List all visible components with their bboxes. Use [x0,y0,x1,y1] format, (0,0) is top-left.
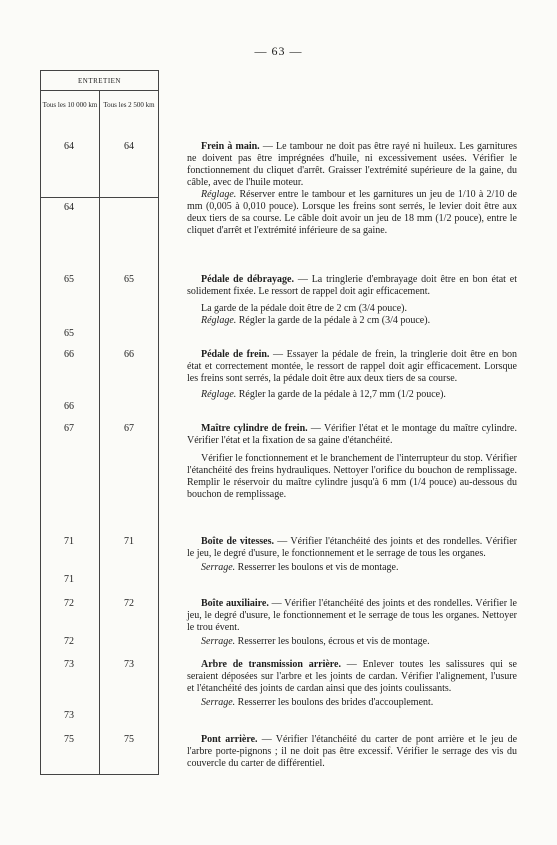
serrage-text: Resserrer les boulons, écrous et vis de montage. [235,636,430,647]
section-maitre-cylindre [187,423,517,501]
reglage-text: Régler la garde de la pédale à 12,7 mm (1/2 pouce). [236,389,446,400]
km-10000-cell: 65 [64,328,74,339]
section-text: — Enlever toutes les salissures qui se seraient déposées sur l'arbre et les joints de cardan. Vérifier l'alignement, l'usure et l'étanchéité des joints de cardan ainsi que des joints coulissants. [187,659,518,694]
serrage-text: Resserrer les boulons et vis de montage. [235,562,399,573]
section-text: — Le tambour ne doit pas être rayé ni huileux. Les garnitures ne doivent pas être imprégnées d'huile, ni excessivement usées. Vérifier le fonctionnement du cliquet d'arrêt. Graisser l'extrémité supérieure de la gaine, du câble, avec de l'huile moteur. [187,141,517,188]
km-2500-cell: 72 [124,598,134,609]
section-pedale-debrayage [187,274,517,327]
km-10000-cell: 75 [64,734,74,745]
km-2500-cell: 75 [124,734,134,745]
serrage-label: Serrage. [201,562,236,573]
section-title: Boîte auxiliaire. [201,598,269,609]
section-text: — Vérifier l'étanchéité des joints et des rondelles. Vérifier le jeu, le degré d'usure, le fonctionnement et le serrage de tous les organes. Nettoyer le trou évent. [187,598,517,633]
section-title: Arbre de transmission arrière. [201,659,342,670]
section-title: Pédale de débrayage. [201,274,294,285]
serrage-label: Serrage. [201,697,236,708]
table-title: ENTRETIEN [78,77,121,85]
column-header-2500km: Tous les 2 500 km [103,101,155,109]
section-text: — Vérifier l'étanchéité du carter de pont arrière et le jeu de l'arbre porte-pignons ; il ne doit pas être excessif. Vérifier le serrage des vis du couvercle du carter de différentiel. [187,734,518,769]
km-2500-cell: 64 [124,141,134,152]
reglage-text: Régler la garde de la pédale à 2 cm (3/4 pouce). [236,315,431,326]
km-2500-cell: 71 [124,536,134,547]
column-header-10000km: Tous les 10 000 km [42,101,98,109]
section-arbre-transmission [187,659,517,709]
section-extra: La garde de la pédale doit être de 2 cm (3/4 pouce). [201,303,408,314]
serrage-text: Resserrer les boulons des brides d'accouplement. [235,697,434,708]
km-10000-cell: 71 [64,536,74,547]
reglage-text: Réserver entre le tambour et les garnitures un jeu de 1/10 à 2/10 de mm (0,005 à 0,010 pouce). Lorsque les freins sont serrés, le levier doit être aux deux tiers de sa course. Le câble doit avoir un jeu de 18 mm (1/2 pouce), entre le cliquet d'arrêt et l'extrémité inférieure de sa gaine. [187,189,517,236]
reglage-label: Réglage. [201,389,237,400]
section-extra: Vérifier le fonctionnement et le branchement de l'interrupteur du stop. Vérifier l'étanchéité des freins hydrauliques. Nettoyer l'orifice du bouchon de remplissage. Remplir le réservoir du maître cylindre jusqu'à 6 mm (1/4 pouce) au-dessous du bouchon de remplissage. [187,453,517,500]
km-2500-cell: 65 [124,274,134,285]
section-boite-auxiliaire [187,598,517,648]
km-10000-cell: 73 [64,710,74,721]
section-text: — Essayer la pédale de frein, la tringlerie doit être en bon état et correctement montée, le ressort de rappel doit agir efficacement. Lorsque les freins sont serrés, la pédale doit être aux deux tiers de sa course. [187,349,517,384]
km-10000-cell: 66 [64,401,74,412]
km-10000-cell: 72 [64,636,74,647]
section-frein-a-main [187,141,517,237]
km-10000-cell: 67 [64,423,74,434]
km-10000-cell: 66 [64,349,74,360]
section-title: Frein à main. [201,141,260,152]
section-title: Boîte de vitesses. [201,536,274,547]
km-10000-cell: 73 [64,659,74,670]
section-boite-vitesses [187,536,517,574]
section-text: — Vérifier l'état et le montage du maître cylindre. Vérifier l'état et la fixation de sa gaine d'étanchéité. [187,423,517,446]
km-2500-cell: 73 [124,659,134,670]
km-10000-cell: 72 [64,598,74,609]
km-10000-cell: 64 [64,141,74,152]
reglage-label: Réglage. [201,189,237,200]
km-10000-cell: 64 [64,202,74,213]
section-text: — La tringlerie d'embrayage doit être en bon état et solidement fixée. Le ressort de rappel doit agir efficacement. [187,274,518,297]
section-pedale-frein [187,349,517,401]
page-number: — 63 — [254,44,303,58]
km-2500-cell: 67 [124,423,134,434]
km-10000-cell: 65 [64,274,74,285]
km-10000-cell: 71 [64,574,74,585]
section-text: — Vérifier l'étanchéité des joints et des rondelles. Vérifier le jeu, le degré d'usure, le fonctionnement et le serrage de tous les organes. [187,536,517,559]
section-pont-arriere [187,734,517,770]
reglage-label: Réglage. [201,315,237,326]
km-2500-cell: 66 [124,349,134,360]
section-title: Pont arrière. [201,734,258,745]
serrage-label: Serrage. [201,636,236,647]
section-title: Maître cylindre de frein. [201,423,308,434]
section-title: Pédale de frein. [201,349,270,360]
